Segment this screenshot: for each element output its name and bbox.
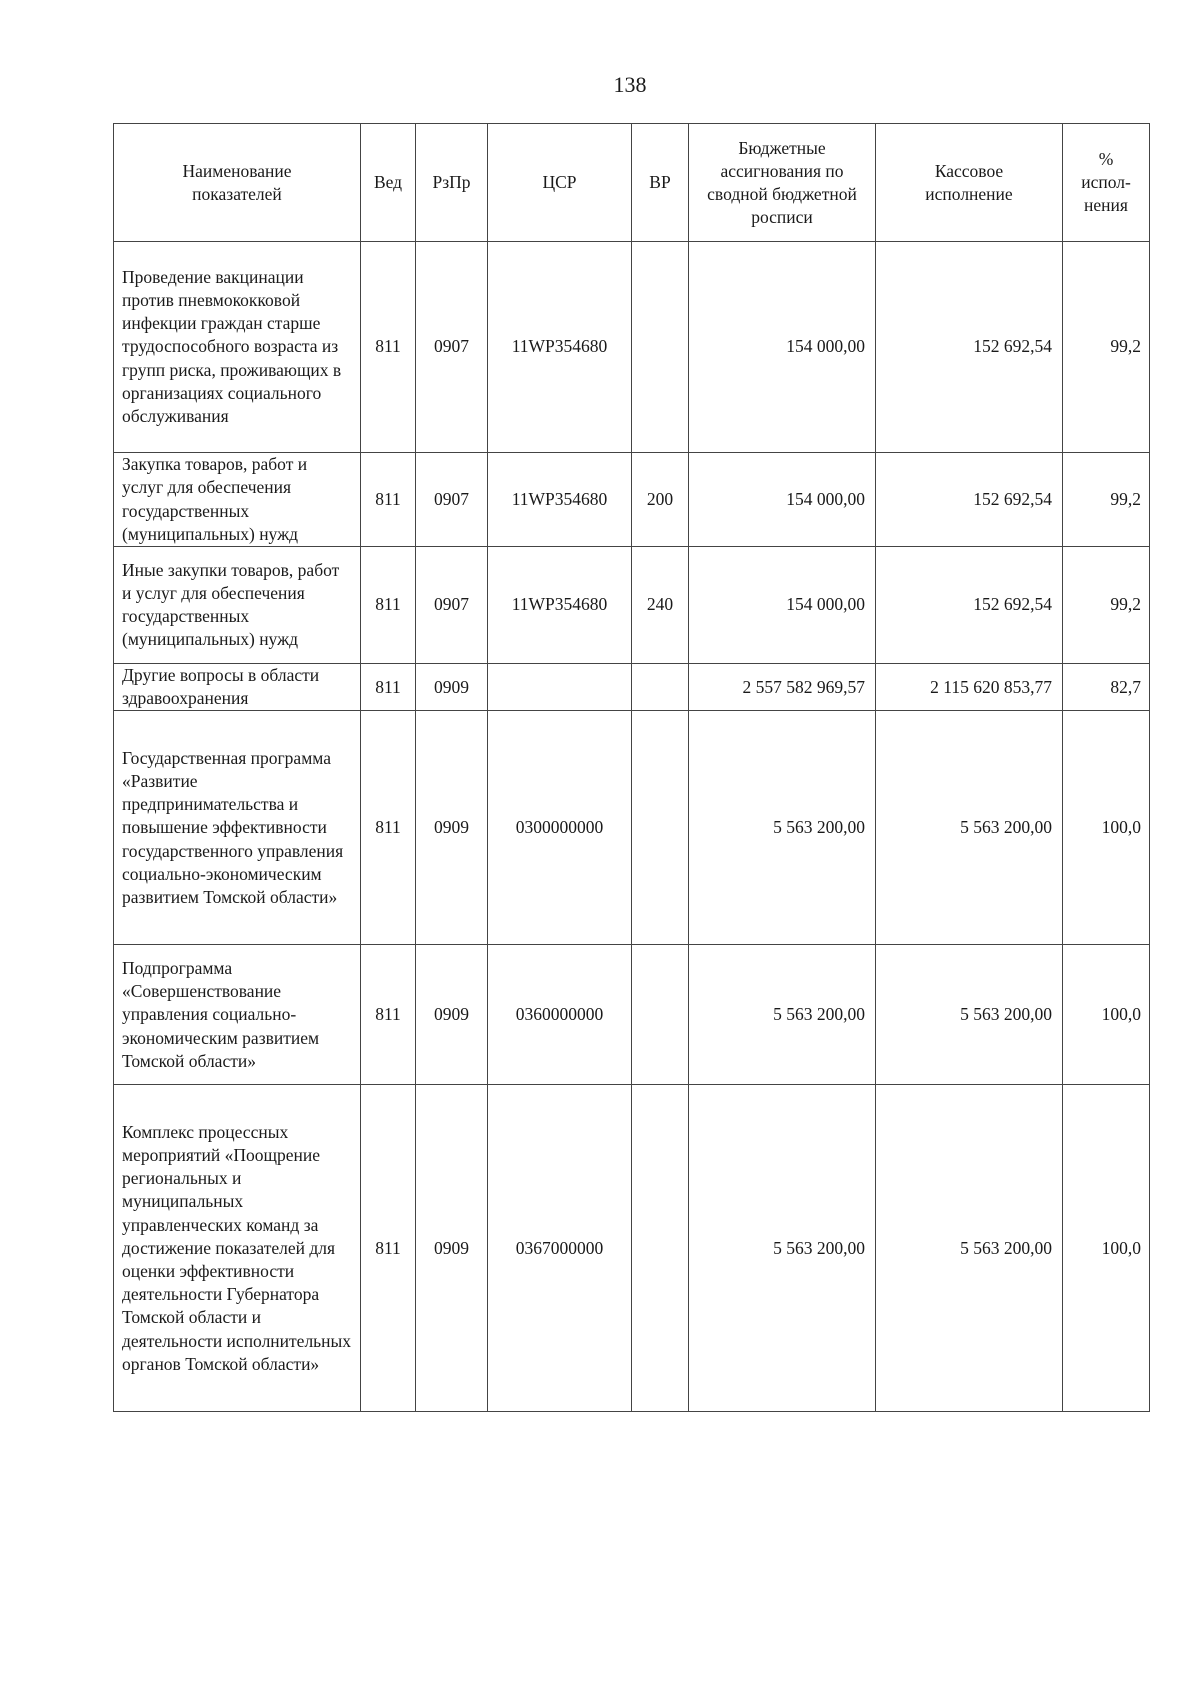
cell-assignments: 154 000,00 (689, 547, 876, 664)
cell-percent: 100,0 (1063, 1085, 1150, 1412)
cell-ved: 811 (361, 547, 416, 664)
table-row (114, 945, 1150, 1085)
cell-cash: 152 692,54 (876, 242, 1063, 453)
cell-ved: 811 (361, 664, 416, 711)
cell-name: Комплекс процессных мероприятий «Поощрение региональных и муниципальных управленческих команд за достижение показателей для оценки эффективности деятельности Губернатора Томской области и деятельности исполнительных органов Томской области» (114, 1085, 361, 1412)
cell-rzpr: 0907 (416, 453, 488, 547)
header-csr: ЦСР (488, 124, 632, 242)
cell-vr (632, 1085, 689, 1412)
cell-name: Закупка товаров, работ и услуг для обеспечения государственных (муниципальных) нужд (114, 453, 361, 547)
cell-name: Другие вопросы в области здравоохранения (114, 664, 361, 711)
cell-percent: 99,2 (1063, 453, 1150, 547)
table-row (114, 547, 1150, 664)
cell-assignments: 5 563 200,00 (689, 945, 876, 1085)
cell-cash: 2 115 620 853,77 (876, 664, 1063, 711)
cell-rzpr: 0907 (416, 547, 488, 664)
cell-csr (488, 664, 632, 711)
cell-name: Подпрограмма «Совершенствование управления социально-экономическим развитием Томской области» (114, 945, 361, 1085)
table-row (114, 711, 1150, 945)
cell-percent: 82,7 (1063, 664, 1150, 711)
cell-ved: 811 (361, 711, 416, 945)
cell-name: Государственная программа «Развитие предпринимательства и повышение эффективности государственного управления социально-экономическим развитием Томской области» (114, 711, 361, 945)
table-row (114, 1085, 1150, 1412)
cell-csr: 0300000000 (488, 711, 632, 945)
cell-vr (632, 664, 689, 711)
table-row (114, 453, 1150, 547)
cell-percent: 100,0 (1063, 711, 1150, 945)
header-name: Наименование показателей (114, 124, 361, 242)
cell-percent: 99,2 (1063, 547, 1150, 664)
header-cash: Кассовое исполнение (876, 124, 1063, 242)
cell-cash: 5 563 200,00 (876, 1085, 1063, 1412)
cell-csr: 11WP354680 (488, 547, 632, 664)
cell-rzpr: 0907 (416, 242, 488, 453)
table-row (114, 664, 1150, 711)
cell-rzpr: 0909 (416, 664, 488, 711)
cell-assignments: 154 000,00 (689, 453, 876, 547)
cell-rzpr: 0909 (416, 711, 488, 945)
table-header-row (114, 124, 1150, 242)
cell-ved: 811 (361, 453, 416, 547)
cell-name: Иные закупки товаров, работ и услуг для обеспечения государственных (муниципальных) нужд (114, 547, 361, 664)
cell-percent: 100,0 (1063, 945, 1150, 1085)
cell-ved: 811 (361, 242, 416, 453)
header-vr: ВР (632, 124, 689, 242)
cell-name: Проведение вакцинации против пневмококковой инфекции граждан старше трудоспособного возраста из групп риска, проживающих в организациях социального обслуживания (114, 242, 361, 453)
cell-assignments: 154 000,00 (689, 242, 876, 453)
header-assignments: Бюджетные ассигнования по сводной бюджетной росписи (689, 124, 876, 242)
cell-ved: 811 (361, 1085, 416, 1412)
cell-csr: 0367000000 (488, 1085, 632, 1412)
cell-percent: 99,2 (1063, 242, 1150, 453)
cell-assignments: 5 563 200,00 (689, 1085, 876, 1412)
cell-assignments: 5 563 200,00 (689, 711, 876, 945)
cell-ved: 811 (361, 945, 416, 1085)
page-number: 138 (613, 72, 647, 97)
cell-csr: 0360000000 (488, 945, 632, 1085)
cell-cash: 5 563 200,00 (876, 945, 1063, 1085)
cell-vr: 240 (632, 547, 689, 664)
budget-execution-table (113, 123, 1150, 1412)
cell-rzpr: 0909 (416, 1085, 488, 1412)
cell-rzpr: 0909 (416, 945, 488, 1085)
header-rzpr: РзПр (416, 124, 488, 242)
cell-vr: 200 (632, 453, 689, 547)
table-row (114, 242, 1150, 453)
cell-csr: 11WP354680 (488, 453, 632, 547)
header-percent: % испол-нения (1063, 124, 1150, 242)
cell-csr: 11WP354680 (488, 242, 632, 453)
cell-cash: 152 692,54 (876, 453, 1063, 547)
cell-vr (632, 242, 689, 453)
header-ved: Вед (361, 124, 416, 242)
cell-cash: 152 692,54 (876, 547, 1063, 664)
cell-vr (632, 711, 689, 945)
cell-cash: 5 563 200,00 (876, 711, 1063, 945)
cell-vr (632, 945, 689, 1085)
cell-assignments: 2 557 582 969,57 (689, 664, 876, 711)
